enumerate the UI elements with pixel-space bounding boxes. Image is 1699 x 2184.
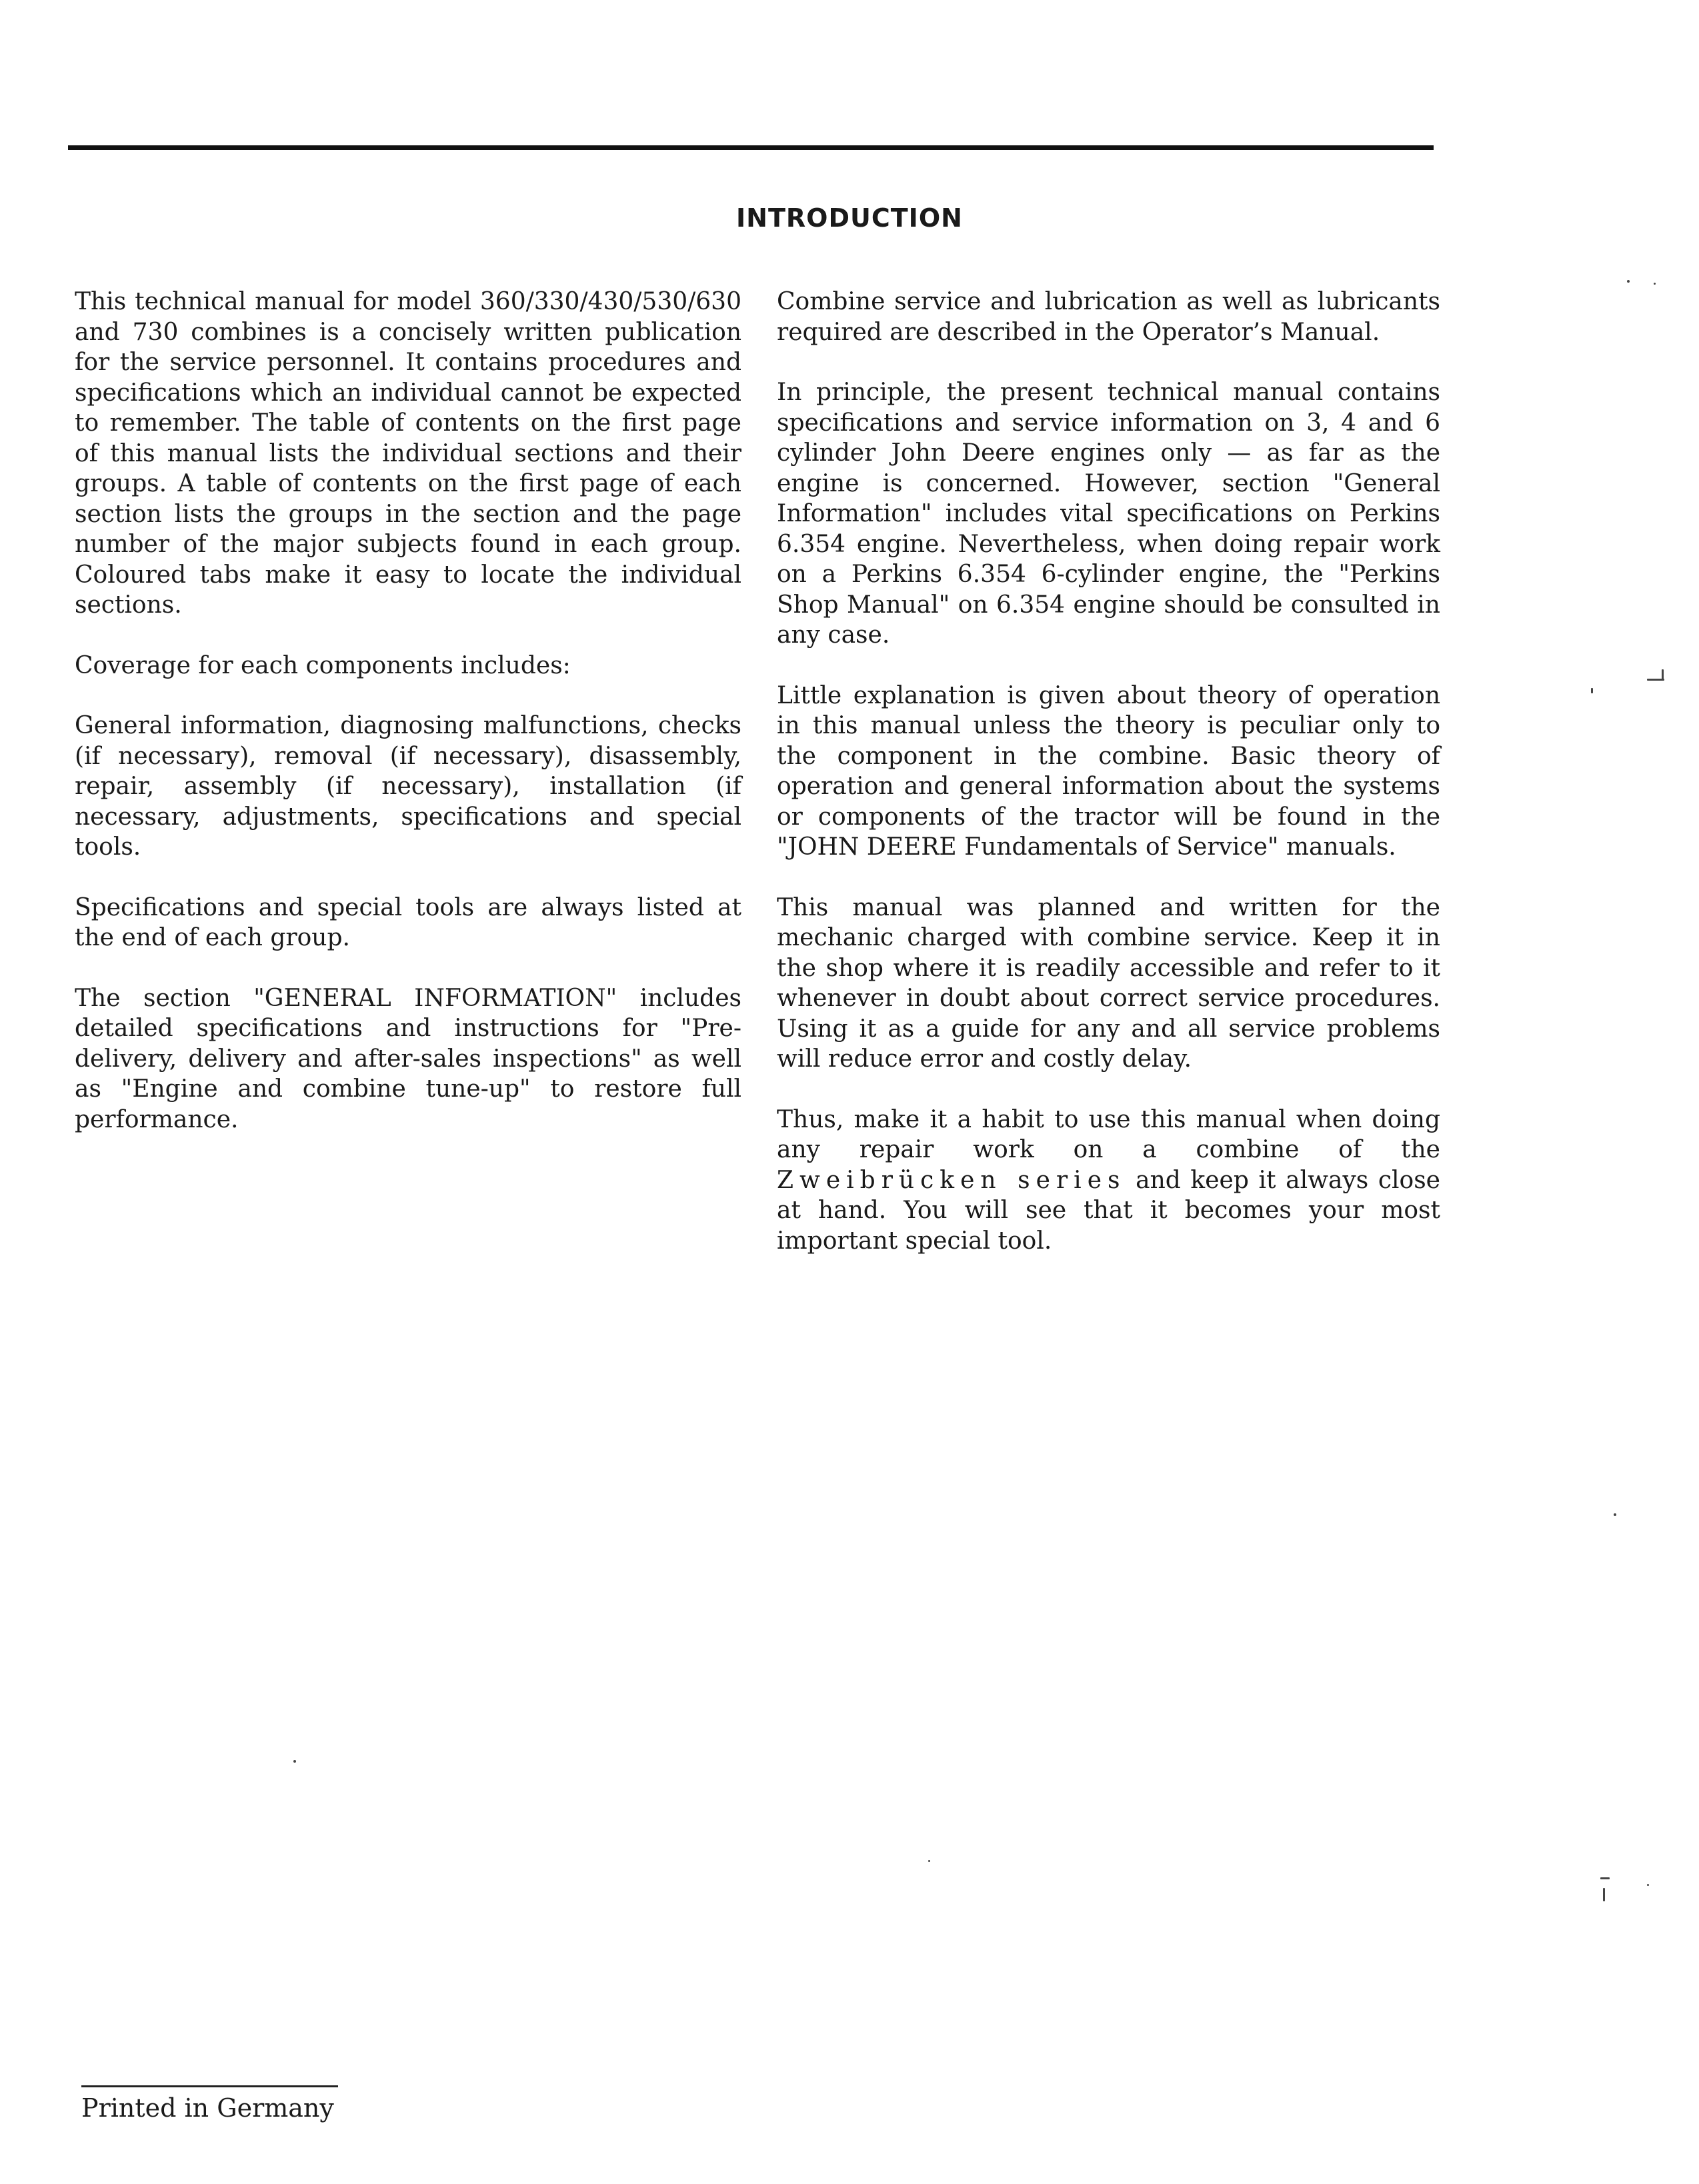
habit-paragraph: [777, 1105, 1440, 1257]
scan-speck: [1600, 1877, 1610, 1879]
intro-paragraph-1: This technical manual for model 360/330/430/530/630 and 730 combines is a concisely written publication for the service personnel. It contains procedures and specifications which an individual cannot be expected to remember. The table of contents on the first page of this manual lists the individual sections and their groups. A table of contents on the first page of each section lists the groups in the section and the page number of the major subjects found in each group. Coloured tabs make it easy to locate the individual sections.: [75, 288, 741, 619]
habit-text-start: Thus, make it a habit to use this manual when doing any repair work on a combine of the: [777, 1105, 1440, 1163]
footer-rule: [81, 2085, 338, 2087]
scan-speck: [1662, 669, 1664, 680]
principle-paragraph: In principle, the present technical manual contains specifications and service information on 3, 4 and 6 cylinder John Deere engines only — as far as the engine is concerned. However, section "General Information" includes vital specifications on Perkins 6.354 engine. Nevertheless, when doing repair work on a Perkins 6.354 6-cylinder engine, the "Perkins Shop Manual" on 6.354 engine should be consulted in any case.: [777, 379, 1440, 649]
scan-speck: [1614, 1513, 1616, 1516]
scan-speck: [293, 1760, 296, 1763]
right-column: [777, 287, 1440, 1286]
habit-text-end: and keep it always close at hand. You will see that it becomes your most important special tool.: [777, 1166, 1440, 1255]
page-title: INTRODUCTION: [736, 203, 963, 233]
series-name: Zweibrücken series: [777, 1166, 1126, 1194]
top-rule: [68, 145, 1434, 150]
general-information-paragraph: The section "GENERAL INFORMATION" includes detailed specifications and instructions for "Pre-delivery, delivery and after-sales inspections" as well as "Engine and combine tune-up" to restore full performance.: [75, 984, 741, 1133]
specifications-paragraph: Specifications and special tools are always listed at the end of each group.: [75, 893, 741, 951]
coverage-list-paragraph: General information, diagnosing malfunctions, checks (if necessary), removal (if necessary), disassembly, repair, assembly (if necessary), installation (if necessary, adjustments, specifications and special tools.: [75, 712, 741, 861]
scan-speck: [1654, 283, 1656, 285]
purpose-paragraph: This manual was planned and written for the mechanic charged with combine service. Keep it in the shop where it is readily accessible and refer to it whenever in doubt about correct service procedures. Using it as a guide for any and all service problems will reduce error and costly delay.: [777, 893, 1440, 1073]
scan-speck: [928, 1860, 930, 1862]
theory-paragraph: Little explanation is given about theory of operation in this manual unless the theory is peculiar only to the component in the combine. Basic theory of operation and general information about the systems or components of the tractor will be found in the "JOHN DEERE Fundamentals of Service" manuals.: [777, 681, 1440, 861]
scan-speck: [1591, 688, 1593, 693]
scan-speck: [1627, 280, 1630, 283]
lubrication-paragraph: Combine service and lubrication as well as lubricants required are described in the Operator’s Manual.: [777, 288, 1440, 346]
scan-speck: [1647, 1884, 1649, 1886]
printed-in-footer: Printed in Germany: [81, 2093, 334, 2123]
left-column: [75, 287, 741, 1165]
scan-speck: [1603, 1888, 1605, 1901]
coverage-paragraph: Coverage for each components includes:: [75, 651, 571, 679]
